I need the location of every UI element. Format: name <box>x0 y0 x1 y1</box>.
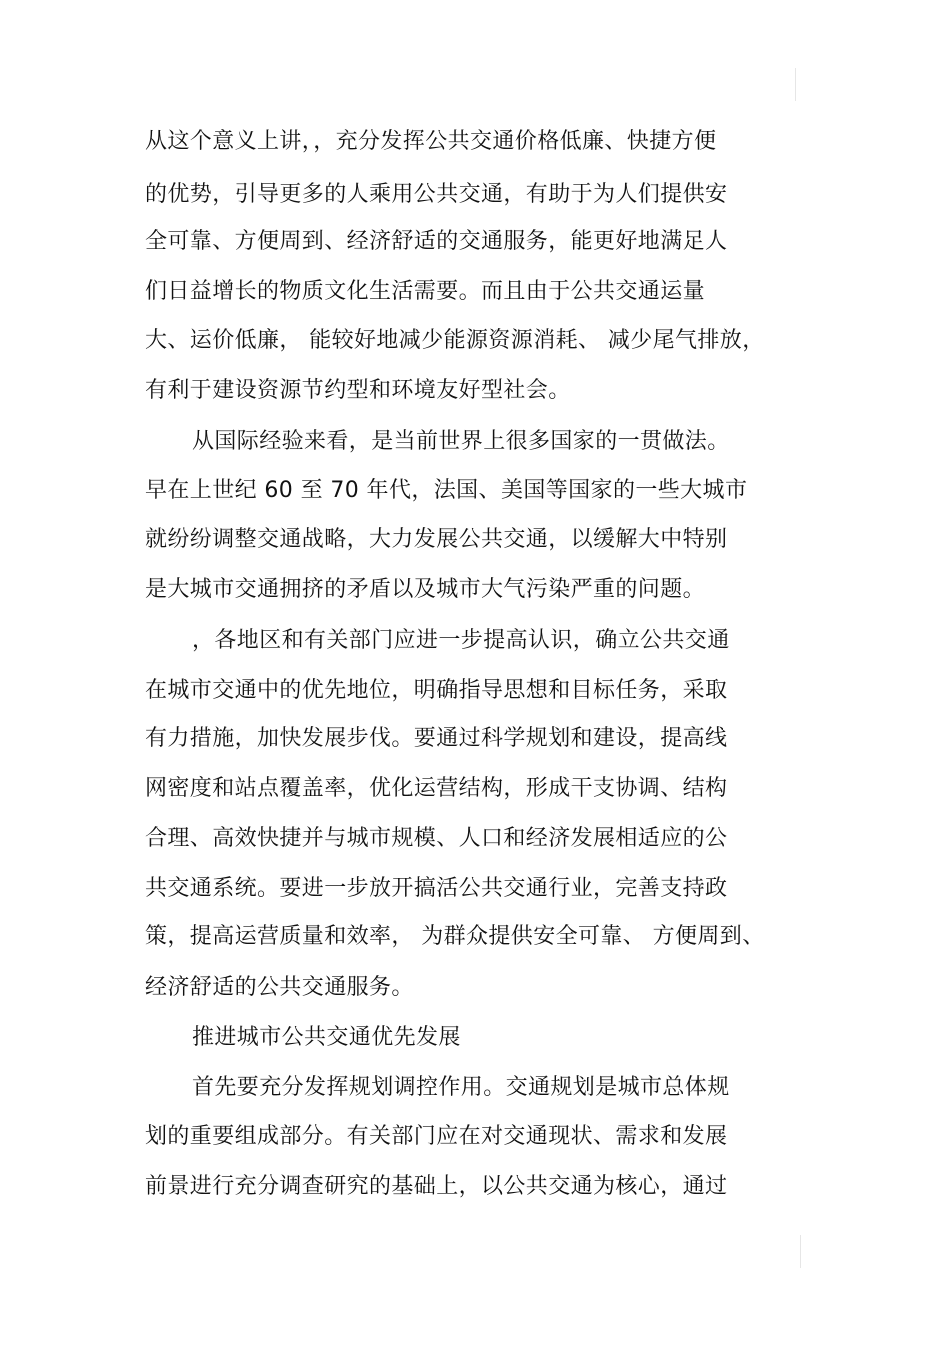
paragraph-line: 全可靠、方便周到、经济舒适的交通服务，能更好地满足人 <box>145 229 728 254</box>
paragraph-line: 就纷纷调整交通战略，大力发展公共交通，以缓解大中特别 <box>145 527 728 552</box>
paragraph-line: 从国际经验来看，是当前世界上很多国家的一贯做法。 <box>192 429 730 454</box>
paragraph-line: 策，提高运营质量和效率， 为群众提供安全可靠、 方便周到、 <box>145 924 765 949</box>
paragraph-line: 早在上世纪 60 至 70 年代，法国、美国等国家的一些大城市 <box>145 478 748 503</box>
paragraph-line: 有力措施，加快发展步伐。要通过科学规划和建设，提高线 <box>145 726 728 751</box>
paragraph-line: ，各地区和有关部门应进一步提高认识，确立公共交通 <box>192 628 730 653</box>
paragraph-line: 从这个意义上讲，，充分发挥公共交通价格低廉、快捷方便 <box>145 129 717 154</box>
paragraph-line: 有利于建设资源节约型和环境友好型社会。 <box>145 378 571 403</box>
paragraph-line: 合理、高效快捷并与城市规模、人口和经济发展相适应的公 <box>145 826 728 851</box>
paragraph-line: 前景进行充分调查研究的基础上，以公共交通为核心，通过 <box>145 1174 728 1199</box>
paragraph-line: 首先要充分发挥规划调控作用。交通规划是城市总体规 <box>192 1075 730 1100</box>
paragraph-line: 的优势，引导更多的人乘用公共交通，有助于为人们提供安 <box>145 182 728 207</box>
paragraph-line: 是大城市交通拥挤的矛盾以及城市大气污染严重的问题。 <box>145 577 706 602</box>
paragraph-line: 们日益增长的物质文化生活需要。而且由于公共交通运量 <box>145 279 706 304</box>
paragraph-line: 大、运价低廉， 能较好地减少能源资源消耗、 减少尾气排放， <box>145 328 765 353</box>
paragraph-line: 共交通系统。要进一步放开搞活公共交通行业，完善支持政 <box>145 876 728 901</box>
page-edge-mark-bottom <box>800 1235 801 1268</box>
paragraph-line: 在城市交通中的优先地位，明确指导思想和目标任务，采取 <box>145 678 728 703</box>
section-heading: 推进城市公共交通优先发展 <box>192 1025 461 1050</box>
paragraph-line: 划的重要组成部分。有关部门应在对交通现状、需求和发展 <box>145 1124 728 1149</box>
page-edge-mark-top <box>795 68 796 101</box>
paragraph-line: 网密度和站点覆盖率，优化运营结构，形成干支协调、结构 <box>145 776 728 801</box>
paragraph-line: 经济舒适的公共交通服务。 <box>145 975 414 1000</box>
